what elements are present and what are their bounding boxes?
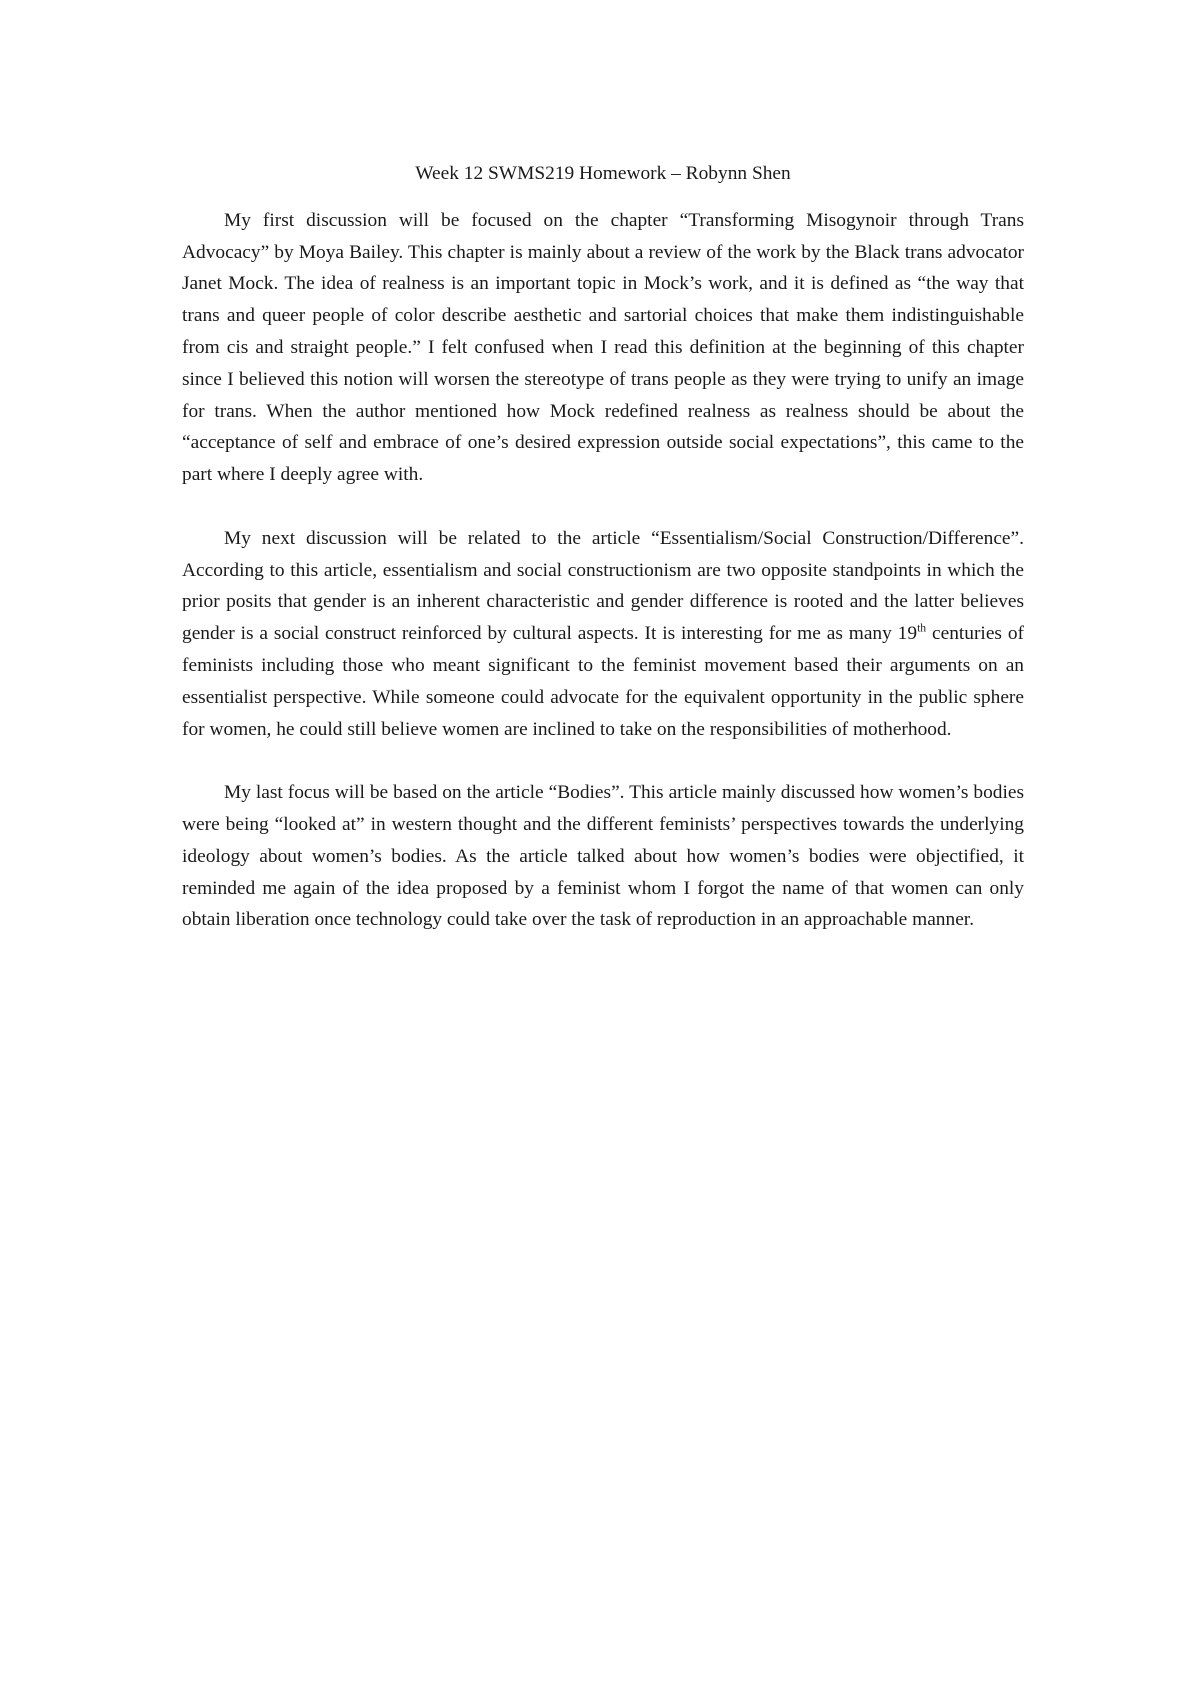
paragraph-essentialism-part2: centuries of feminists including those who meant significant to the feminist movement based their arguments on an essentialist perspective. While someone could advocate for the equivalent opportunity in the public sphere for women, he could still believe women are inclined to take on the responsibilities of motherhood. xyxy=(182,623,1024,740)
paragraph-bodies: My last focus will be based on the article “Bodies”. This article mainly discussed how women’s bodies were being “looked at” in western thought and the different feminists’ perspectives towards the underlying ideology about women’s bodies. As the article talked about how women’s bodies were objectified, it reminded me again of the idea proposed by a feminist whom I forgot the name of that women can only obtain liberation once technology could take over the task of reproduction in an approachable manner. xyxy=(182,782,1024,931)
paragraph-essentialism xyxy=(182,523,1024,746)
superscript-th: th xyxy=(917,621,927,635)
paragraph-essentialism-part1: My next discussion will be related to the article “Essentialism/Social Construction/Difference”. According to this article, essentialism and social constructionism are two opposite standpoints in which the prior posits that gender is an inherent characteristic and gender difference is rooted and the latter believes gender is a social construct reinforced by cultural aspects. It is interesting for me as many 19 xyxy=(182,527,1024,645)
document-body xyxy=(182,158,1024,968)
paragraph-realness: My first discussion will be focused on the chapter “Transforming Misogynoir through Trans Advocacy” by Moya Bailey. This chapter is mainly about a review of the work by the Black trans advocator Janet Mock. The idea of realness is an important topic in Mock’s work, and it is defined as “the way that trans and queer people of color describe aesthetic and sartorial choices that make them indistinguishable from cis and straight people.” I felt confused when I read this definition at the beginning of this chapter since I believed this notion will worsen the stereotype of trans people as they were trying to unify an image for trans. When the author mentioned how Mock redefined realness as realness should be about the “acceptance of self and embrace of one’s desired expression outside social expectations”, this came to the part where I deeply agree with. xyxy=(182,209,1024,486)
document-title: Week 12 SWMS219 Homework – Robynn Shen xyxy=(415,163,791,184)
